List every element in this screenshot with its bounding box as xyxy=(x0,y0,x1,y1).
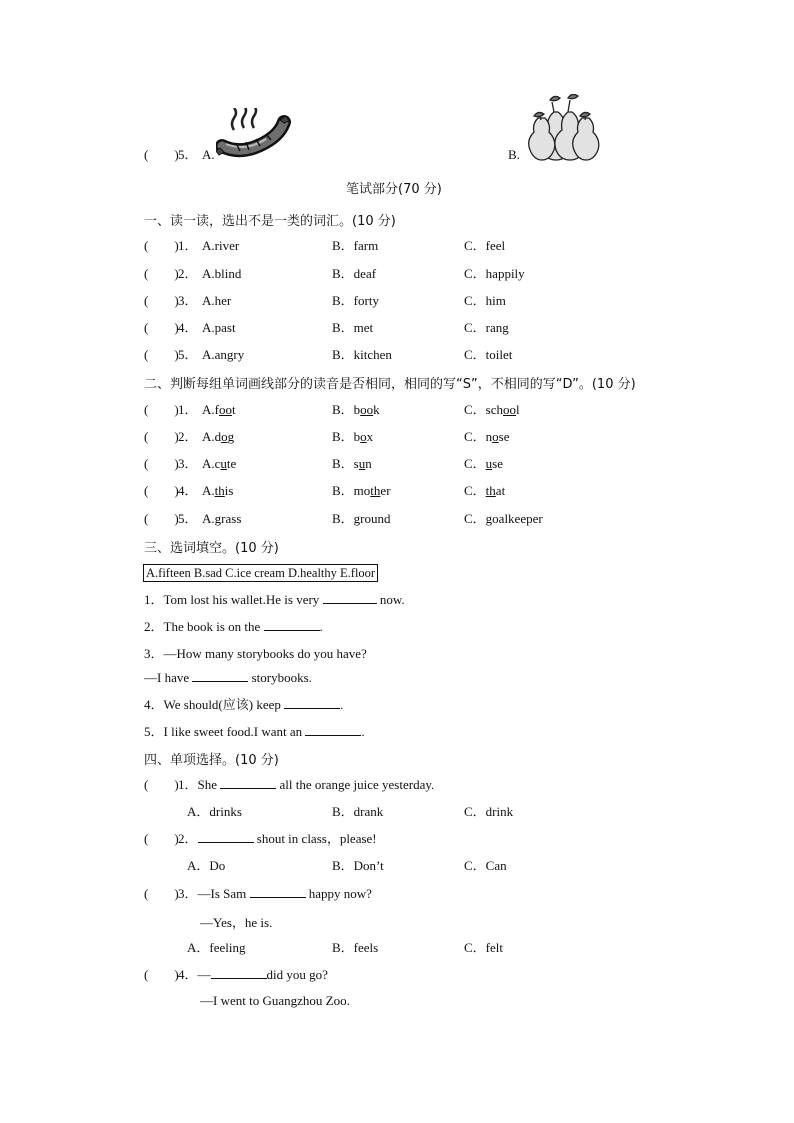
answer-paren: ( ) xyxy=(144,147,179,162)
question-text: storybooks. xyxy=(248,670,312,685)
answer-paren: ( ) xyxy=(144,429,179,444)
answer-paren: ( ) xyxy=(144,238,179,253)
option-c xyxy=(464,428,510,446)
answer-blank[interactable] xyxy=(264,618,320,631)
underlined-part: th xyxy=(214,483,225,498)
word-part: gr xyxy=(353,511,365,526)
answer-blank[interactable] xyxy=(198,830,254,843)
answer-paren: ( ) xyxy=(144,266,179,281)
answer-paren: ( ) xyxy=(144,293,179,308)
pears-image xyxy=(524,94,604,162)
sec3-question-2 xyxy=(144,616,323,635)
answer-paren: ( ) xyxy=(144,831,179,846)
item-number: 4． xyxy=(178,320,198,335)
sec4-q1-options xyxy=(144,803,704,821)
option-b: B．feels xyxy=(332,940,379,955)
sec1-item-3 xyxy=(144,292,704,310)
sec2-item-2 xyxy=(144,428,704,446)
option-b: B．forty xyxy=(332,293,379,308)
sec3-question-1 xyxy=(144,589,405,608)
word-part: ass xyxy=(225,511,242,526)
sec4-question-1 xyxy=(144,776,704,794)
answer-paren: ( ) xyxy=(144,320,179,335)
item-number: 5． xyxy=(178,511,198,526)
option-c: C．rang xyxy=(464,320,509,335)
sec4-q3-options xyxy=(144,939,704,957)
option-a: A.her xyxy=(202,293,232,308)
item-number: 3． xyxy=(178,456,198,471)
option-a: A.blind xyxy=(202,266,242,281)
word-part: x xyxy=(366,429,374,444)
question-text: did you go? xyxy=(266,967,328,982)
option-a: A.river xyxy=(202,238,240,253)
word-part: is xyxy=(224,483,234,498)
option-a xyxy=(202,510,241,528)
sausage-image xyxy=(216,108,294,160)
sec4-question-4 xyxy=(144,966,704,984)
word-part: ound xyxy=(364,511,391,526)
word-part: B． xyxy=(332,511,354,526)
question-text: . xyxy=(319,619,323,634)
word-part: C． xyxy=(464,456,486,471)
option-b xyxy=(332,401,380,419)
answer-paren: ( ) xyxy=(144,967,179,982)
option-a xyxy=(202,455,236,473)
word-bank-box: A.fifteen B.sad C.ice cream D.healthy E.floor xyxy=(143,564,378,582)
word-part: A. xyxy=(202,511,215,526)
option-c: C．toilet xyxy=(464,347,513,362)
sec2-item-4 xyxy=(144,482,704,500)
word-part: te xyxy=(226,456,237,471)
sec3-question-5 xyxy=(144,721,365,740)
question-text: —I have xyxy=(144,670,193,685)
item-number: 2． xyxy=(144,619,164,634)
sec1-item-2 xyxy=(144,265,704,283)
section-4-title: 四、单项选择。(10 分) xyxy=(144,753,279,768)
underlined-part: oo xyxy=(218,402,232,417)
word-part: t xyxy=(231,402,236,417)
word-part: er xyxy=(380,483,391,498)
item-number: 2． xyxy=(178,429,198,444)
question-stem xyxy=(178,966,328,984)
question-text: I like sweet food.I want an xyxy=(163,724,306,739)
word-part: B．b xyxy=(332,402,361,417)
sec4-q4-reply: —I went to Guangzhou Zoo. xyxy=(200,993,350,1008)
question-text: Tom lost his wallet.He is very xyxy=(163,592,323,607)
underlined-part: o xyxy=(492,429,499,444)
option-a xyxy=(202,482,233,500)
question-text: now. xyxy=(376,592,405,607)
sec2-item-3 xyxy=(144,455,704,473)
answer-paren: ( ) xyxy=(144,402,179,417)
answer-blank[interactable] xyxy=(220,776,276,789)
word-part: A.c xyxy=(202,456,221,471)
word-part: C．n xyxy=(464,429,493,444)
answer-paren: ( ) xyxy=(144,886,179,901)
underlined-part: oo xyxy=(503,402,517,417)
question-text: —How many storybooks do you have? xyxy=(163,646,367,661)
section-2-title: 二、判断每组单词画线部分的读音是否相同，相同的写“S”，不相同的写“D”。(10 分) xyxy=(144,377,636,392)
underlined-part: th xyxy=(485,483,496,498)
item-number: 1． xyxy=(144,592,164,607)
question-text: —Is Sam xyxy=(197,886,250,901)
item-number: 4． xyxy=(178,967,198,982)
answer-blank[interactable] xyxy=(250,885,306,898)
sec4-question-3 xyxy=(144,885,704,903)
item-number: 1． xyxy=(178,238,198,253)
sec1-item-5 xyxy=(144,346,704,364)
underlined-part: th xyxy=(370,483,381,498)
answer-paren: ( ) xyxy=(144,483,179,498)
option-b xyxy=(332,455,372,473)
option-b xyxy=(332,482,391,500)
option-c: C．feel xyxy=(464,238,506,253)
word-part: B．b xyxy=(332,429,361,444)
option-b xyxy=(332,428,373,446)
underlined-part: oo xyxy=(360,402,374,417)
word-part: se xyxy=(492,456,504,471)
sec1-item-4 xyxy=(144,319,704,337)
question-text: — xyxy=(197,967,211,982)
answer-blank[interactable] xyxy=(192,669,248,682)
underlined-part: o xyxy=(221,429,228,444)
section-3-title: 三、选词填空。(10 分) xyxy=(144,541,279,556)
option-b-label: B. xyxy=(508,147,520,162)
sec3-question-3 xyxy=(144,643,367,662)
option-b: B．deaf xyxy=(332,266,377,281)
word-part: C．sch xyxy=(464,402,504,417)
word-part: B．mo xyxy=(332,483,371,498)
item-number: 2． xyxy=(178,831,198,846)
word-part: C．goalkeeper xyxy=(464,511,543,526)
item-number: 5． xyxy=(178,347,198,362)
option-c: C．drink xyxy=(464,804,514,819)
option-b: B．drank xyxy=(332,804,384,819)
option-c xyxy=(464,510,543,528)
option-c xyxy=(464,455,503,473)
sec1-item-1 xyxy=(144,237,704,255)
option-a: A．Do xyxy=(187,858,226,873)
item-number: 5． xyxy=(178,147,198,162)
section-1-title: 一、读一读，选出不是一类的词汇。(10 分) xyxy=(144,214,396,229)
answer-paren: ( ) xyxy=(144,511,179,526)
question-stem xyxy=(178,830,377,848)
word-part: g xyxy=(227,429,235,444)
option-c: C．Can xyxy=(464,858,507,873)
option-a xyxy=(202,428,234,446)
item-number: 3． xyxy=(178,293,198,308)
question-text: . xyxy=(361,724,365,739)
option-a xyxy=(202,401,236,419)
sec2-item-5 xyxy=(144,510,704,528)
question-text: all the orange juice yesterday. xyxy=(276,777,435,792)
underlined-part: u xyxy=(220,456,227,471)
option-a: A．drinks xyxy=(187,804,242,819)
item-number: 3． xyxy=(144,646,164,661)
word-part: A.d xyxy=(202,429,222,444)
word-part: A.f xyxy=(202,402,219,417)
option-b xyxy=(332,510,391,528)
option-a-label: A. xyxy=(202,147,215,162)
sec3-question-3-answer xyxy=(144,669,312,686)
word-part: l xyxy=(516,402,520,417)
answer-paren: ( ) xyxy=(144,456,179,471)
option-a: A．feeling xyxy=(187,940,246,955)
word-part: gr xyxy=(214,511,226,526)
question-stem xyxy=(178,885,372,903)
word-part: B．s xyxy=(332,456,359,471)
question-stem xyxy=(178,776,434,794)
option-b: B．met xyxy=(332,320,374,335)
answer-blank[interactable] xyxy=(305,723,361,736)
question-text: shout in class，please! xyxy=(253,831,377,846)
sec4-q2-options xyxy=(144,857,704,875)
option-c xyxy=(464,482,505,500)
word-part: A. xyxy=(202,483,215,498)
item-number: 2． xyxy=(178,266,198,281)
option-b: B．Don’t xyxy=(332,858,384,873)
written-section-title: 笔试部分(70 分) xyxy=(346,182,442,197)
question-text: The book is on the xyxy=(163,619,264,634)
underlined-part: o xyxy=(360,429,367,444)
word-part: k xyxy=(373,402,380,417)
option-c: C．happily xyxy=(464,266,525,281)
item-number: 1． xyxy=(178,777,198,792)
item-number: 1． xyxy=(178,402,198,417)
underlined-part: u xyxy=(485,456,493,471)
underlined-part: u xyxy=(358,456,366,471)
question-text: She xyxy=(197,777,221,792)
word-part: se xyxy=(498,429,510,444)
question-text: happy now? xyxy=(305,886,372,901)
option-c: C．felt xyxy=(464,940,503,955)
word-part: C． xyxy=(464,483,486,498)
option-a: A.past xyxy=(202,320,236,335)
item-number: 4． xyxy=(144,697,164,712)
sec2-item-1 xyxy=(144,401,704,419)
answer-paren: ( ) xyxy=(144,777,179,792)
sec3-question-4 xyxy=(144,694,343,713)
word-part: at xyxy=(495,483,506,498)
item-number: 4． xyxy=(178,483,198,498)
answer-paren: ( ) xyxy=(144,347,179,362)
item-number: 3． xyxy=(178,886,198,901)
sec4-q3-reply: —Yes，he is. xyxy=(200,915,273,930)
option-b: B．kitchen xyxy=(332,347,392,362)
option-a: A.angry xyxy=(202,347,245,362)
option-b: B．farm xyxy=(332,238,379,253)
question-text: . xyxy=(340,697,344,712)
option-c xyxy=(464,401,520,419)
word-part: n xyxy=(365,456,372,471)
option-c: C．him xyxy=(464,293,506,308)
item-number: 5． xyxy=(144,724,164,739)
answer-blank[interactable] xyxy=(323,591,377,604)
answer-blank[interactable] xyxy=(211,966,267,979)
answer-blank[interactable] xyxy=(284,696,340,709)
question-text: We should(应该) keep xyxy=(163,697,285,712)
sec4-question-2 xyxy=(144,830,704,848)
